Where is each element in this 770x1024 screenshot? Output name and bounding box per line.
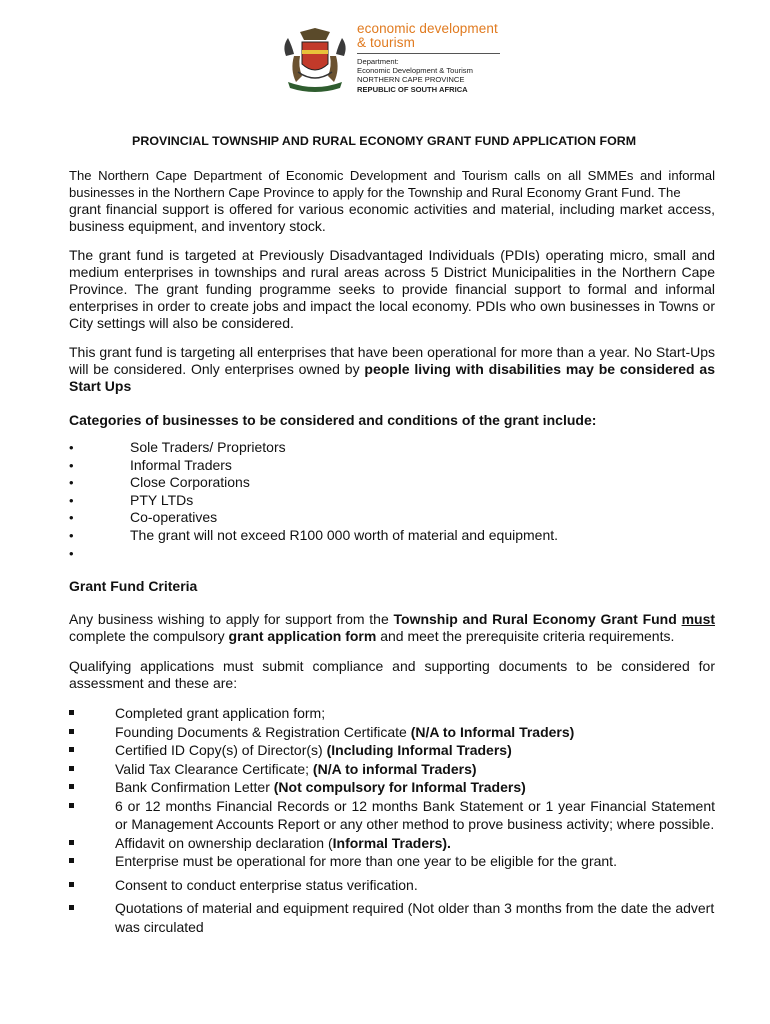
country-name: REPUBLIC OF SOUTH AFRICA: [357, 84, 468, 94]
document-body: [69, 134, 715, 936]
documents-list: [69, 704, 715, 936]
brand-divider: [357, 53, 500, 54]
bullet-icon: •: [69, 545, 74, 561]
square-bullet-icon: [69, 803, 74, 808]
intro-paragraph-1b: grant financial support is offered for various economic activities and material, including market access, business equipment, and inventory stock.: [69, 201, 715, 234]
list-item: • Sole Traders/ Proprietors: [69, 439, 286, 455]
criteria-heading: Grant Fund Criteria: [69, 578, 198, 595]
intro-paragraph-1a: The Northern Cape Department of Economic Development and Tourism calls on all SMMEs and informal businesses in the Northern Cape Province to apply for the Township and Rural Economy Grant Fund. The: [69, 168, 715, 200]
bullet-icon: •: [69, 475, 74, 491]
bullet-icon: •: [69, 510, 74, 526]
list-item: • PTY LTDs: [69, 491, 194, 508]
bullet-icon: •: [69, 440, 74, 455]
list-item: Affidavit on ownership declaration (Informal Traders).: [69, 834, 715, 853]
criteria-paragraph-1: Any business wishing to apply for support from the Township and Rural Economy Grant Fund must complete the compulsory grant application form and meet the prerequisite criteria requirements.: [69, 611, 716, 645]
categories-heading: Categories of businesses to be considered and conditions of the grant include:: [69, 412, 597, 428]
intro-paragraph-3-bold: people living with disabilities may be considered as Start Ups: [69, 361, 716, 394]
list-item: Consent to conduct enterprise status verification.: [69, 876, 715, 895]
bullet-icon: •: [69, 492, 74, 508]
square-bullet-icon: [69, 784, 74, 789]
list-item: Enterprise must be operational for more than one year to be eligible for the grant.: [69, 852, 715, 871]
brand-name-line2: & tourism: [357, 35, 415, 50]
list-item: [69, 545, 715, 563]
department-label: Department:: [357, 57, 399, 66]
list-item: Bank Confirmation Letter (Not compulsory for Informal Traders): [69, 778, 715, 797]
square-bullet-icon: [69, 882, 74, 887]
square-bullet-icon: [69, 747, 74, 752]
list-item: Founding Documents & Registration Certificate (N/A to Informal Traders): [69, 723, 715, 742]
square-bullet-icon: [69, 710, 74, 715]
brand-name-line1: economic development: [357, 21, 498, 36]
square-bullet-icon: [69, 766, 74, 771]
list-item: 6 or 12 months Financial Records or 12 months Bank Statement or 1 year Financial Statement or Management Accounts Report or any other method to prove business activity; where possible.: [69, 797, 715, 834]
list-item: Certified ID Copy(s) of Director(s) (Including Informal Traders): [69, 741, 715, 760]
square-bullet-icon: [69, 840, 74, 845]
list-item: Quotations of material and equipment required (Not older than 3 months from the date the advert was circulated: [69, 899, 715, 936]
list-item: • The grant will not exceed R100 000 worth of material and equipment.: [69, 526, 559, 543]
coat-of-arms-icon: [280, 26, 350, 92]
intro-paragraph-3-text: This grant fund is targeting all enterprises that have been operational for more than a year. No Start-Ups will be considered. Only enterprises owned by: [69, 344, 715, 377]
square-bullet-icon: [69, 858, 74, 863]
bullet-icon: •: [69, 457, 74, 473]
bullet-icon: •: [69, 527, 74, 543]
intro-paragraph-3: [69, 344, 715, 395]
list-item: • Co-operatives: [69, 509, 218, 526]
list-item: • Informal Traders: [69, 456, 232, 473]
square-bullet-icon: [69, 729, 74, 734]
list-item: • Close Corporations: [69, 474, 250, 491]
intro-paragraph-2: The grant fund is targeted at Previously Disadvantaged Individuals (PDIs) operating micro, small and medium enterprises in townships and rural areas across 5 District Municipalities in the Northern Cape Province. The grant funding programme seeks to provide financial support to formal and informal enterprises in order to create jobs and impact the local economy. PDIs who own businesses in Towns or City settings will also be considered.: [69, 247, 715, 331]
square-bullet-icon: [69, 905, 74, 910]
list-item: Valid Tax Clearance Certificate; (N/A to informal Traders): [69, 760, 715, 779]
department-name: Economic Development & Tourism: [357, 66, 473, 76]
province-name: NORTHERN CAPE PROVINCE: [357, 75, 465, 85]
criteria-paragraph-2: Qualifying applications must submit compliance and supporting documents to be considered for assessment and these are:: [69, 658, 715, 692]
letterhead: [280, 22, 510, 92]
list-item: Completed grant application form;: [69, 704, 715, 723]
page-title: PROVINCIAL TOWNSHIP AND RURAL ECONOMY GRANT FUND APPLICATION FORM: [132, 134, 637, 148]
categories-list: [69, 439, 715, 562]
